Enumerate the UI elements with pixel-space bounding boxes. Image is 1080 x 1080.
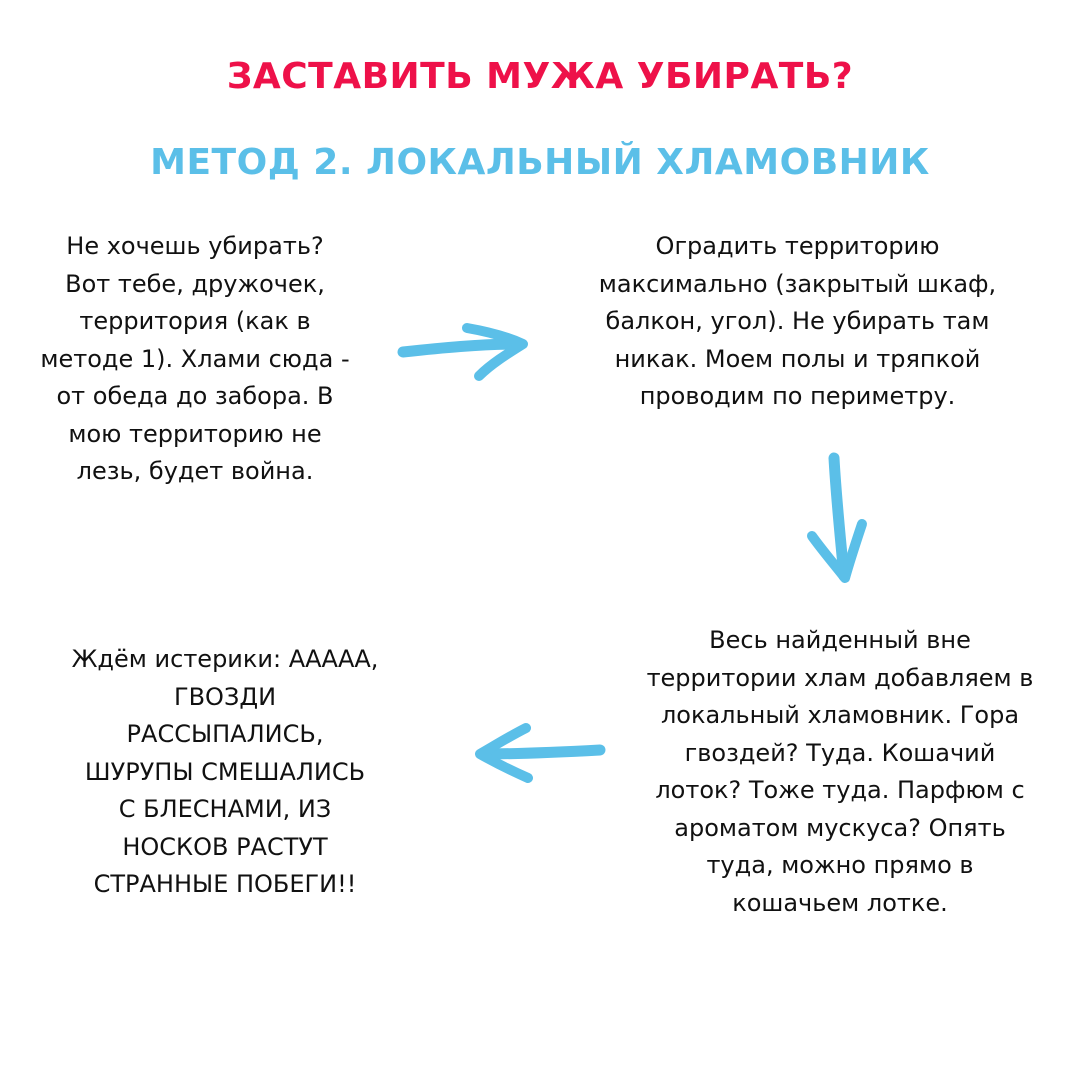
step-1-text: Не хочешь убирать? Вот тебе, дружочек, территория (как в методе 1). Хлами сюда - от обеда до забора. В мою территорию не лезь, будет война. — [40, 232, 350, 485]
step-3-text: Весь найденный вне территории хлам добавляем в локальный хламовник. Гора гвоздей? Туда. Кошачий лоток? Тоже туда. Парфюм с ароматом мускуса? Опять туда, можно прямо в кошачьем лотке. — [646, 626, 1034, 917]
arrow-left-icon — [468, 716, 608, 786]
arrow-right-icon — [395, 318, 535, 388]
arrow-down-icon — [800, 450, 875, 590]
step-4-text: Ждём истерики: ААААА, ГВОЗДИ РАССЫПАЛИСЬ, ШУРУПЫ СМЕШАЛИСЬ С БЛЕСНАМИ, ИЗ НОСКОВ РАСТУТ СТРАННЫЕ ПОБЕГИ!! — [71, 645, 379, 898]
step-2-text: Оградить территорию максимально (закрытый шкаф, балкон, угол). Не убирать там никак. Моем полы и тряпкой проводим по периметру. — [598, 232, 997, 410]
page-subtitle: МЕТОД 2. ЛОКАЛЬНЫЙ ХЛАМОВНИК — [150, 142, 930, 183]
page-title: ЗАСТАВИТЬ МУЖА УБИРАТЬ? — [226, 56, 854, 97]
